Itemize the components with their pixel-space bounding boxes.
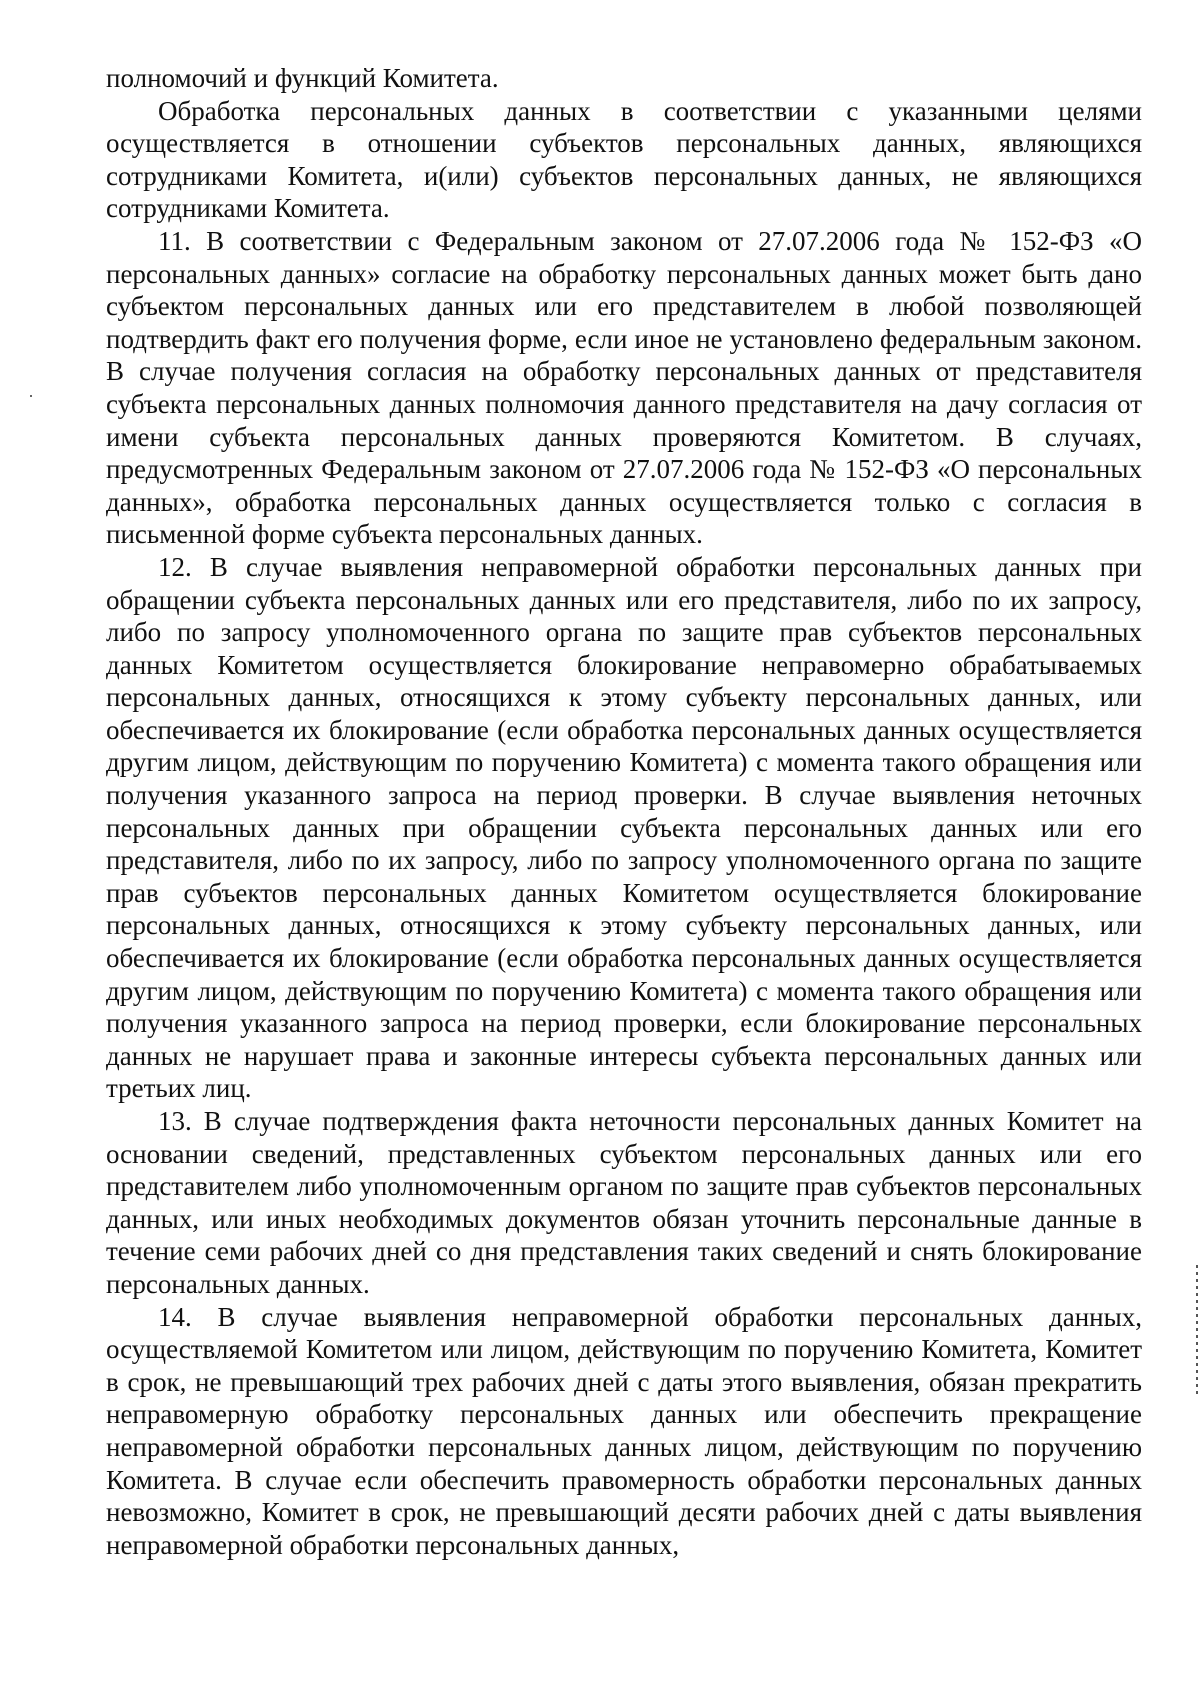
- paragraph-12: 12. В случае выявления неправомерной обработки персональных данных при обращении субъекта персональных данных или его представителя, либо по их запросу, либо по запросу уполномоченного органа по защите прав субъектов персональных данных Комитетом осуществляется блокирование неправомерно обрабатываемых персональных данных, относящихся к этому субъекту персональных данных, или обеспечивается их блокирование (если обработка персональных данных осуществляется другим лицом, действующим по поручению Комитета) с момента такого обращения или получения указанного запроса на период проверки. В случае выявления неточных персональных данных при обращении субъекта персональных данных или его представителя, либо по их запросу, либо по запросу уполномоченного органа по защите прав субъектов персональных данных Комитетом осуществляется блокирование персональных данных, относящихся к этому субъекту персональных данных, или обеспечивается их блокирование (если обработка персональных данных осуществляется другим лицом, действующим по поручению Комитета) с момента такого обращения или получения указанного запроса на период проверки, если блокирование персональных данных не нарушает права и законные интересы субъекта персональных данных или третьих лиц.: [106, 551, 1142, 1104]
- paragraph-14: 14. В случае выявления неправомерной обработки персональных данных, осуществляемой Комитетом или лицом, действующим по поручению Комитета, Комитет в срок, не превышающий трех рабочих дней с даты этого выявления, обязан прекратить неправомерную обработку персональных данных или обеспечить прекращение неправомерной обработки персональных данных лицом, действующим по поручению Комитета. В случае если обеспечить правомерность обработки персональных данных невозможно, Комитет в срок, не превышающий десяти рабочих дней с даты выявления неправомерной обработки персональных данных,: [106, 1301, 1142, 1560]
- scan-speck: [30, 395, 32, 397]
- paragraph-11: 11. В соответствии с Федеральным законом от 27.07.2006 года № 152-ФЗ «О персональных данных» согласие на обработку персональных данных может быть дано субъектом персональных данных или его представителем в любой позволяющей подтвердить факт его получения форме, если иное не установлено федеральным законом. В случае получения согласия на обработку персональных данных от представителя субъекта персональных данных полномочия данного представителя на дачу согласия от имени субъекта персональных данных проверяются Комитетом. В случаях, предусмотренных Федеральным законом от 27.07.2006 года № 152-ФЗ «О персональных данных», обработка персональных данных осуществляется только с согласия в письменной форме субъекта персональных данных.: [106, 225, 1142, 550]
- document-body: [106, 62, 1142, 1561]
- scan-edge-mark: [1196, 1265, 1198, 1395]
- paragraph-continuation: полномочий и функций Комитета.: [106, 63, 499, 93]
- paragraph-13: 13. В случае подтверждения факта неточности персональных данных Комитет на основании сведений, представленных субъектом персональных данных или его представителем либо уполномоченным органом по защите прав субъектов персональных данных, или иных необходимых документов обязан уточнить персональные данные в течение семи рабочих дней со дня представления таких сведений и снять блокирование персональных данных.: [106, 1106, 1142, 1299]
- paragraph-processing-subjects: Обработка персональных данных в соответствии с указанными целями осуществляется в отношении субъектов персональных данных, являющихся сотрудниками Комитета, и(или) субъектов персональных данных, не являющихся сотрудниками Комитета.: [106, 95, 1142, 224]
